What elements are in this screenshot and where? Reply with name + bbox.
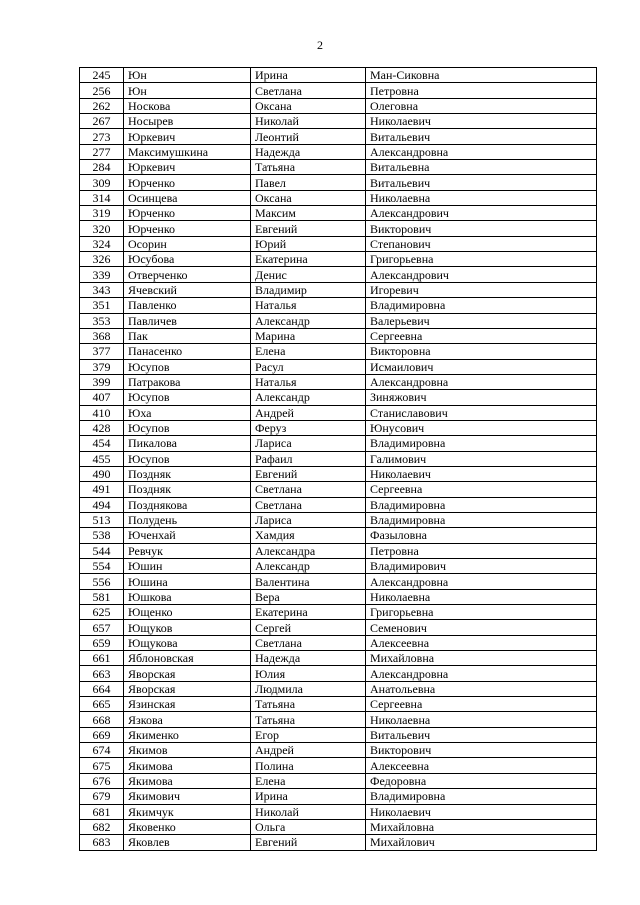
first-name-cell: Юрий: [251, 236, 366, 251]
first-name-cell: Ирина: [251, 789, 366, 804]
surname-cell: Якимович: [124, 789, 251, 804]
surname-cell: Якимов: [124, 743, 251, 758]
first-name-cell: Надежда: [251, 144, 366, 159]
table-row: [80, 681, 597, 696]
table-row: [80, 313, 597, 328]
patronymic-cell: Николаевич: [366, 114, 597, 129]
table-row: [80, 144, 597, 159]
table-row: [80, 129, 597, 144]
row-number: 659: [80, 635, 124, 650]
row-number: 379: [80, 359, 124, 374]
row-number: 665: [80, 697, 124, 712]
patronymic-cell: Алексеевна: [366, 758, 597, 773]
patronymic-cell: Галимович: [366, 451, 597, 466]
patronymic-cell: Юнусович: [366, 420, 597, 435]
first-name-cell: Леонтий: [251, 129, 366, 144]
first-name-cell: Надежда: [251, 651, 366, 666]
row-number: 625: [80, 605, 124, 620]
first-name-cell: Хамдия: [251, 528, 366, 543]
surname-cell: Ячевский: [124, 282, 251, 297]
table-row: [80, 773, 597, 788]
patronymic-cell: Викторович: [366, 221, 597, 236]
surname-cell: Якимова: [124, 758, 251, 773]
first-name-cell: Евгений: [251, 835, 366, 850]
row-number: 544: [80, 543, 124, 558]
first-name-cell: Марина: [251, 328, 366, 343]
surname-cell: Юрченко: [124, 175, 251, 190]
first-name-cell: Александра: [251, 543, 366, 558]
surname-cell: Юшкова: [124, 589, 251, 604]
row-number: 683: [80, 835, 124, 850]
table-row: [80, 758, 597, 773]
surname-cell: Якимова: [124, 773, 251, 788]
table-row: [80, 114, 597, 129]
first-name-cell: Егор: [251, 727, 366, 742]
row-number: 319: [80, 206, 124, 221]
row-number: 324: [80, 236, 124, 251]
row-number: 538: [80, 528, 124, 543]
first-name-cell: Светлана: [251, 635, 366, 650]
surname-cell: Носкова: [124, 98, 251, 113]
row-number: 256: [80, 83, 124, 98]
row-number: 245: [80, 68, 124, 83]
row-number: 407: [80, 390, 124, 405]
table-row: [80, 420, 597, 435]
patronymic-cell: Владимировна: [366, 512, 597, 527]
table-row: [80, 559, 597, 574]
surname-cell: Юченхай: [124, 528, 251, 543]
table-row: [80, 328, 597, 343]
table-row: [80, 206, 597, 221]
table-row: [80, 743, 597, 758]
table-row: [80, 451, 597, 466]
row-number: 669: [80, 727, 124, 742]
row-number: 494: [80, 497, 124, 512]
table-row: [80, 620, 597, 635]
row-number: 428: [80, 420, 124, 435]
roster-table: [79, 67, 597, 851]
surname-cell: Ющукова: [124, 635, 251, 650]
surname-cell: Юсупов: [124, 390, 251, 405]
patronymic-cell: Валерьевич: [366, 313, 597, 328]
table-row: [80, 359, 597, 374]
patronymic-cell: Сергеевна: [366, 482, 597, 497]
table-row: [80, 789, 597, 804]
patronymic-cell: Исмаилович: [366, 359, 597, 374]
patronymic-cell: Александровна: [366, 574, 597, 589]
table-row: [80, 236, 597, 251]
row-number: 661: [80, 651, 124, 666]
table-row: [80, 83, 597, 98]
first-name-cell: Светлана: [251, 497, 366, 512]
row-number: 491: [80, 482, 124, 497]
first-name-cell: Татьяна: [251, 160, 366, 175]
patronymic-cell: Анатольевна: [366, 681, 597, 696]
surname-cell: Панасенко: [124, 344, 251, 359]
table-row: [80, 497, 597, 512]
first-name-cell: Екатерина: [251, 252, 366, 267]
table-row: [80, 512, 597, 527]
patronymic-cell: Александровна: [366, 374, 597, 389]
surname-cell: Позднякова: [124, 497, 251, 512]
patronymic-cell: Александровна: [366, 666, 597, 681]
surname-cell: Язинская: [124, 697, 251, 712]
row-number: 679: [80, 789, 124, 804]
row-number: 368: [80, 328, 124, 343]
row-number: 455: [80, 451, 124, 466]
row-number: 339: [80, 267, 124, 282]
surname-cell: Осинцева: [124, 190, 251, 205]
first-name-cell: Вера: [251, 589, 366, 604]
surname-cell: Яковлев: [124, 835, 251, 850]
first-name-cell: Оксана: [251, 190, 366, 205]
surname-cell: Ющенко: [124, 605, 251, 620]
table-row: [80, 252, 597, 267]
patronymic-cell: Григорьевна: [366, 252, 597, 267]
row-number: 513: [80, 512, 124, 527]
first-name-cell: Татьяна: [251, 697, 366, 712]
surname-cell: Якимчук: [124, 804, 251, 819]
first-name-cell: Рафаил: [251, 451, 366, 466]
patronymic-cell: Витальевна: [366, 160, 597, 175]
surname-cell: Поздняк: [124, 466, 251, 481]
row-number: 490: [80, 466, 124, 481]
surname-cell: Юшина: [124, 574, 251, 589]
surname-cell: Отверченко: [124, 267, 251, 282]
row-number: 399: [80, 374, 124, 389]
table-row: [80, 697, 597, 712]
first-name-cell: Юлия: [251, 666, 366, 681]
table-row: [80, 436, 597, 451]
row-number: 676: [80, 773, 124, 788]
surname-cell: Юрченко: [124, 221, 251, 236]
patronymic-cell: Фазыловна: [366, 528, 597, 543]
first-name-cell: Наталья: [251, 374, 366, 389]
patronymic-cell: Станиславович: [366, 405, 597, 420]
patronymic-cell: Алексеевна: [366, 635, 597, 650]
patronymic-cell: Витальевич: [366, 129, 597, 144]
patronymic-cell: Федоровна: [366, 773, 597, 788]
surname-cell: Ревчук: [124, 543, 251, 558]
row-number: 273: [80, 129, 124, 144]
patronymic-cell: Петровна: [366, 83, 597, 98]
first-name-cell: Полина: [251, 758, 366, 773]
first-name-cell: Феруз: [251, 420, 366, 435]
row-number: 581: [80, 589, 124, 604]
table-row: [80, 727, 597, 742]
patronymic-cell: Михайловна: [366, 651, 597, 666]
table-row: [80, 405, 597, 420]
surname-cell: Яблоновская: [124, 651, 251, 666]
surname-cell: Юшин: [124, 559, 251, 574]
first-name-cell: Людмила: [251, 681, 366, 696]
patronymic-cell: Михайлович: [366, 835, 597, 850]
row-number: 309: [80, 175, 124, 190]
table-row: [80, 589, 597, 604]
first-name-cell: Евгений: [251, 221, 366, 236]
table-row: [80, 528, 597, 543]
row-number: 554: [80, 559, 124, 574]
table-row: [80, 282, 597, 297]
table-row: [80, 635, 597, 650]
first-name-cell: Расул: [251, 359, 366, 374]
patronymic-cell: Михайловна: [366, 819, 597, 834]
patronymic-cell: Викторовна: [366, 344, 597, 359]
table-row: [80, 98, 597, 113]
surname-cell: Юсупов: [124, 420, 251, 435]
row-number: 663: [80, 666, 124, 681]
patronymic-cell: Николаевна: [366, 190, 597, 205]
first-name-cell: Николай: [251, 114, 366, 129]
row-number: 343: [80, 282, 124, 297]
surname-cell: Юркевич: [124, 160, 251, 175]
surname-cell: Пак: [124, 328, 251, 343]
patronymic-cell: Сергеевна: [366, 328, 597, 343]
table-row: [80, 298, 597, 313]
surname-cell: Юн: [124, 83, 251, 98]
table-row: [80, 68, 597, 83]
first-name-cell: Ольга: [251, 819, 366, 834]
patronymic-cell: Александровна: [366, 144, 597, 159]
patronymic-cell: Николаевна: [366, 589, 597, 604]
first-name-cell: Александр: [251, 559, 366, 574]
table-row: [80, 344, 597, 359]
first-name-cell: Александр: [251, 390, 366, 405]
first-name-cell: Оксана: [251, 98, 366, 113]
first-name-cell: Евгений: [251, 466, 366, 481]
first-name-cell: Светлана: [251, 482, 366, 497]
table-row: [80, 160, 597, 175]
first-name-cell: Андрей: [251, 405, 366, 420]
first-name-cell: Денис: [251, 267, 366, 282]
patronymic-cell: Витальевич: [366, 727, 597, 742]
surname-cell: Ющуков: [124, 620, 251, 635]
table-row: [80, 543, 597, 558]
patronymic-cell: Владимирович: [366, 559, 597, 574]
table-row: [80, 190, 597, 205]
surname-cell: Патракова: [124, 374, 251, 389]
first-name-cell: Светлана: [251, 83, 366, 98]
patronymic-cell: Владимировна: [366, 497, 597, 512]
table-row: [80, 482, 597, 497]
row-number: 675: [80, 758, 124, 773]
patronymic-cell: Ман-Сиковна: [366, 68, 597, 83]
patronymic-cell: Игоревич: [366, 282, 597, 297]
table-row: [80, 390, 597, 405]
table-row: [80, 651, 597, 666]
surname-cell: Язкова: [124, 712, 251, 727]
first-name-cell: Андрей: [251, 743, 366, 758]
surname-cell: Юсубова: [124, 252, 251, 267]
surname-cell: Юрченко: [124, 206, 251, 221]
row-number: 556: [80, 574, 124, 589]
patronymic-cell: Сергеевна: [366, 697, 597, 712]
first-name-cell: Александр: [251, 313, 366, 328]
first-name-cell: Владимир: [251, 282, 366, 297]
row-number: 351: [80, 298, 124, 313]
patronymic-cell: Викторович: [366, 743, 597, 758]
row-number: 674: [80, 743, 124, 758]
first-name-cell: Екатерина: [251, 605, 366, 620]
table-row: [80, 712, 597, 727]
table-row: [80, 666, 597, 681]
patronymic-cell: Григорьевна: [366, 605, 597, 620]
patronymic-cell: Николаевич: [366, 466, 597, 481]
patronymic-cell: Витальевич: [366, 175, 597, 190]
first-name-cell: Максим: [251, 206, 366, 221]
surname-cell: Яворская: [124, 681, 251, 696]
surname-cell: Поздняк: [124, 482, 251, 497]
row-number: 326: [80, 252, 124, 267]
surname-cell: Якименко: [124, 727, 251, 742]
surname-cell: Павленко: [124, 298, 251, 313]
table-row: [80, 804, 597, 819]
row-number: 277: [80, 144, 124, 159]
first-name-cell: Валентина: [251, 574, 366, 589]
roster-table-body: [80, 68, 597, 851]
table-row: [80, 374, 597, 389]
row-number: 657: [80, 620, 124, 635]
table-row: [80, 574, 597, 589]
row-number: 410: [80, 405, 124, 420]
surname-cell: Носырев: [124, 114, 251, 129]
patronymic-cell: Николаевна: [366, 712, 597, 727]
surname-cell: Юсупов: [124, 451, 251, 466]
first-name-cell: Павел: [251, 175, 366, 190]
patronymic-cell: Степанович: [366, 236, 597, 251]
table-row: [80, 605, 597, 620]
row-number: 682: [80, 819, 124, 834]
first-name-cell: Лариса: [251, 512, 366, 527]
surname-cell: Осорин: [124, 236, 251, 251]
row-number: 284: [80, 160, 124, 175]
first-name-cell: Николай: [251, 804, 366, 819]
row-number: 664: [80, 681, 124, 696]
first-name-cell: Лариса: [251, 436, 366, 451]
surname-cell: Яковенко: [124, 819, 251, 834]
row-number: 262: [80, 98, 124, 113]
table-row: [80, 819, 597, 834]
row-number: 454: [80, 436, 124, 451]
surname-cell: Пикалова: [124, 436, 251, 451]
first-name-cell: Елена: [251, 344, 366, 359]
patronymic-cell: Олеговна: [366, 98, 597, 113]
patronymic-cell: Александрович: [366, 206, 597, 221]
surname-cell: Максимушкина: [124, 144, 251, 159]
table-row: [80, 835, 597, 850]
row-number: 668: [80, 712, 124, 727]
patronymic-cell: Владимировна: [366, 789, 597, 804]
row-number: 267: [80, 114, 124, 129]
patronymic-cell: Александрович: [366, 267, 597, 282]
patronymic-cell: Зиняжович: [366, 390, 597, 405]
patronymic-cell: Николаевич: [366, 804, 597, 819]
first-name-cell: Наталья: [251, 298, 366, 313]
patronymic-cell: Петровна: [366, 543, 597, 558]
surname-cell: Юркевич: [124, 129, 251, 144]
surname-cell: Павличев: [124, 313, 251, 328]
page-number: 2: [317, 38, 323, 52]
table-row: [80, 466, 597, 481]
surname-cell: Полудень: [124, 512, 251, 527]
row-number: 320: [80, 221, 124, 236]
first-name-cell: Татьяна: [251, 712, 366, 727]
patronymic-cell: Владимировна: [366, 298, 597, 313]
first-name-cell: Сергей: [251, 620, 366, 635]
surname-cell: Юн: [124, 68, 251, 83]
surname-cell: Юсупов: [124, 359, 251, 374]
table-row: [80, 267, 597, 282]
row-number: 377: [80, 344, 124, 359]
table-row: [80, 175, 597, 190]
surname-cell: Яворская: [124, 666, 251, 681]
patronymic-cell: Семенович: [366, 620, 597, 635]
row-number: 353: [80, 313, 124, 328]
surname-cell: Юха: [124, 405, 251, 420]
patronymic-cell: Владимировна: [366, 436, 597, 451]
row-number: 314: [80, 190, 124, 205]
table-row: [80, 221, 597, 236]
row-number: 681: [80, 804, 124, 819]
first-name-cell: Елена: [251, 773, 366, 788]
first-name-cell: Ирина: [251, 68, 366, 83]
